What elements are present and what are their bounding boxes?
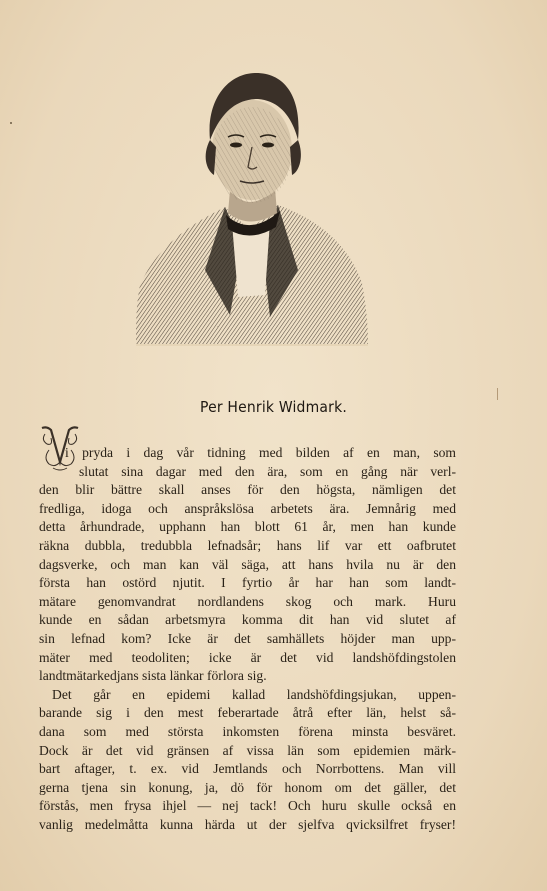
text-line: gerna tjena sin konung, ja, dö för honom om det gäller, det — [39, 779, 456, 795]
text-line: första han ostörd njutit. I fyrtio år har han som landt- — [39, 575, 456, 591]
text-line: Dock är det vid gränsen af vissa län som epidemien märk- — [39, 742, 456, 758]
portrait-caption: Per Henrik Widmark. — [200, 398, 347, 416]
text-line: vanlig medelmåtta kunna härda ut der sjelfva qvicksilfret fryser! — [39, 816, 456, 832]
text-line: detta århundrade, upphann han blott 61 år, men han kunde — [39, 519, 456, 535]
text-line: barande sig i den mest feberartade åtrå efter län, helst så- — [39, 705, 456, 721]
text-line: dana som med största inkomsten förena minsta besväret. — [39, 723, 456, 739]
paper-speck — [10, 122, 12, 124]
text-line: mäter med teodoliten; icke är det vid landshöfdingstolen — [39, 649, 456, 665]
text-line: sin lefnad kom? Icke är det samhällets höjder man upp- — [39, 630, 456, 646]
text-line: slutat sina dagar med den ära, som en gång när verl- — [79, 463, 456, 479]
text-line: förstås, men frysa ihjel — nej tack! Och huru skulle också en — [39, 798, 456, 814]
article-body — [39, 444, 456, 834]
text-line: kunde en sådan arbetsmyra komma dit han vid slutet af — [39, 612, 456, 628]
text-line: mätare genomvandrat nordlandens skog och mark. Huru — [39, 593, 456, 609]
text-line: räkna dubbla, tredubbla lefnadsår; hans lif var ett oafbrutet — [39, 537, 456, 553]
text-line: den blir bättre skall anses för den högsta, nämligen det — [39, 482, 456, 498]
text-line: fredliga, idoga och anspråkslösa arbetets ära. Jemnårig med — [39, 500, 456, 516]
text-line: landtmätarkedjans sista länkar förlora sig. — [39, 668, 267, 684]
text-line: i pryda i dag vår tidning med bilden af en man, som — [65, 445, 456, 460]
text-line: dagsverke, och man kan väl säga, att hans hvila nu är den — [39, 556, 456, 572]
text-line: bart aftager, t. ex. vid Jemtlands och Norrbottens. Man vill — [39, 761, 456, 777]
text-line: Det går en epidemi kallad landshöfdingsjukan, uppen- — [52, 686, 456, 702]
paper-mark — [497, 388, 498, 400]
portrait-engraving-icon — [130, 55, 370, 355]
